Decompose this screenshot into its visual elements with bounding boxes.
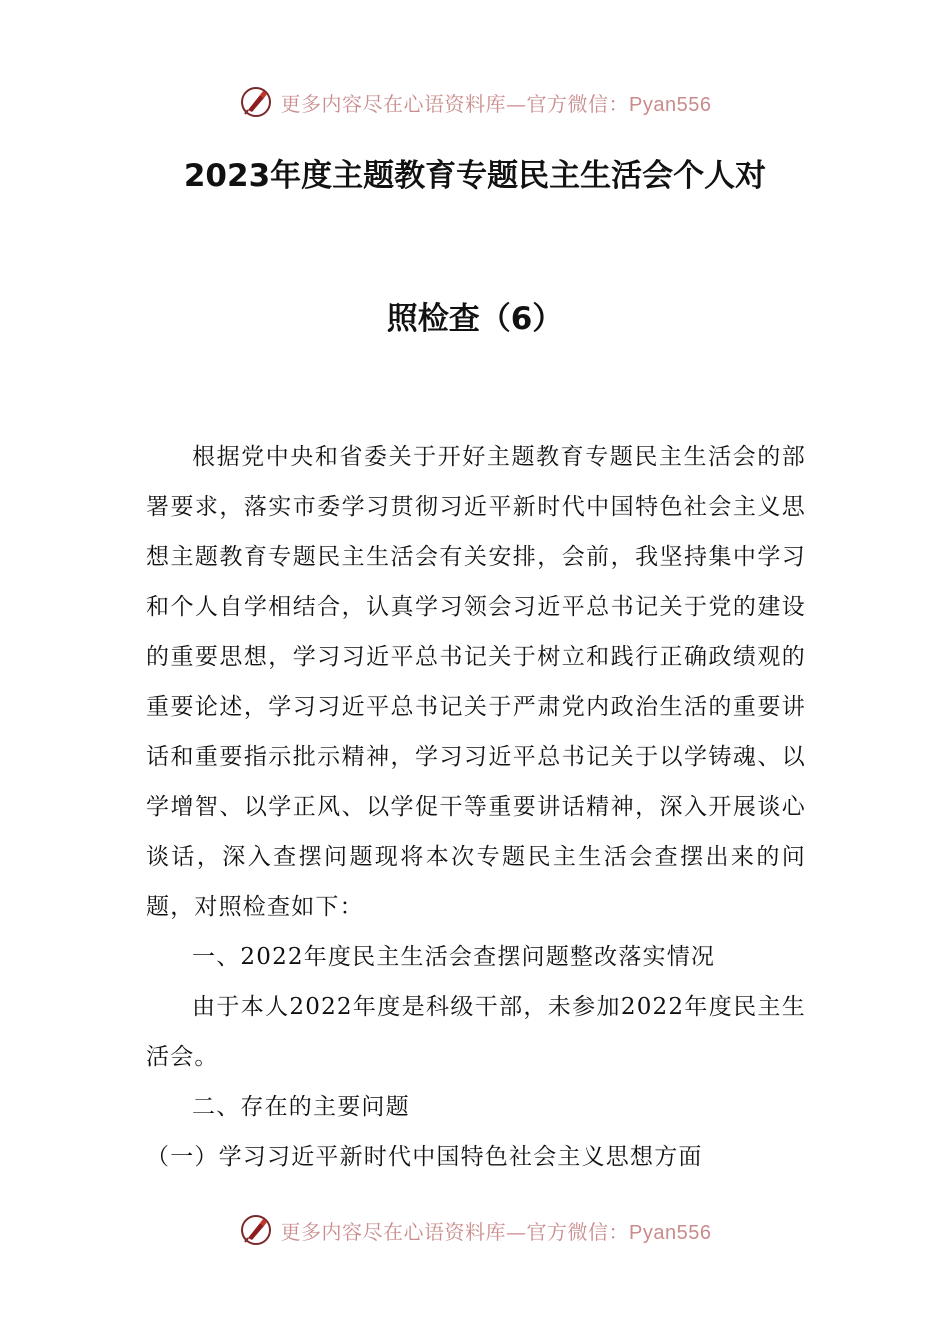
subsection-heading-1: （一）学习习近平新时代中国特色社会主义思想方面 (146, 1144, 703, 1170)
pen-nib-circle-icon (239, 1213, 273, 1247)
document-body (146, 432, 806, 1182)
section-heading-2: 二、存在的主要问题 (192, 1094, 410, 1120)
watermark-text: 更多内容尽在心语资料库—官方微信：Pyan556 (280, 1219, 712, 1244)
section-heading-1: 一、2022年度民主生活会查摆问题整改落实情况 (192, 944, 716, 970)
watermark-wechat-id: Pyan556 (629, 93, 712, 116)
pen-nib-circle-icon (239, 85, 273, 119)
watermark-footer (0, 1210, 950, 1250)
watermark-wechat-id: Pyan556 (629, 1221, 712, 1244)
watermark-header (0, 82, 950, 122)
document-title-line-1: 2023年度主题教育专题民主生活会个人对 (183, 158, 767, 194)
paragraph-intro: 根据党中央和省委关于开好主题教育专题民主生活会的部署要求，落实市委学习贯彻习近平新时代中国特色社会主义思想主题教育专题民主生活会有关安排，会前，我坚持集中学习和个人自学相结合，认真学习领会习近平总书记关于党的建设的重要思想，学习习近平总书记关于树立和践行正确政绩观的重要论述，学习习近平总书记关于严肃党内政治生活的重要讲话和重要指示批示精神，学习习近平总书记关于以学铸魂、以学增智、以学正风、以学促干等重要讲话精神，深入开展谈心谈话，深入查摆问题现将本次专题民主生活会查摆出来的问题，对照检查如下： (146, 444, 806, 920)
watermark-text: 更多内容尽在心语资料库—官方微信：Pyan556 (280, 91, 712, 116)
paragraph-section-1: 由于本人2022年度是科级干部，未参加2022年度民主生活会。 (146, 994, 806, 1070)
document-title-line-2: 照检查（6） (386, 301, 564, 337)
